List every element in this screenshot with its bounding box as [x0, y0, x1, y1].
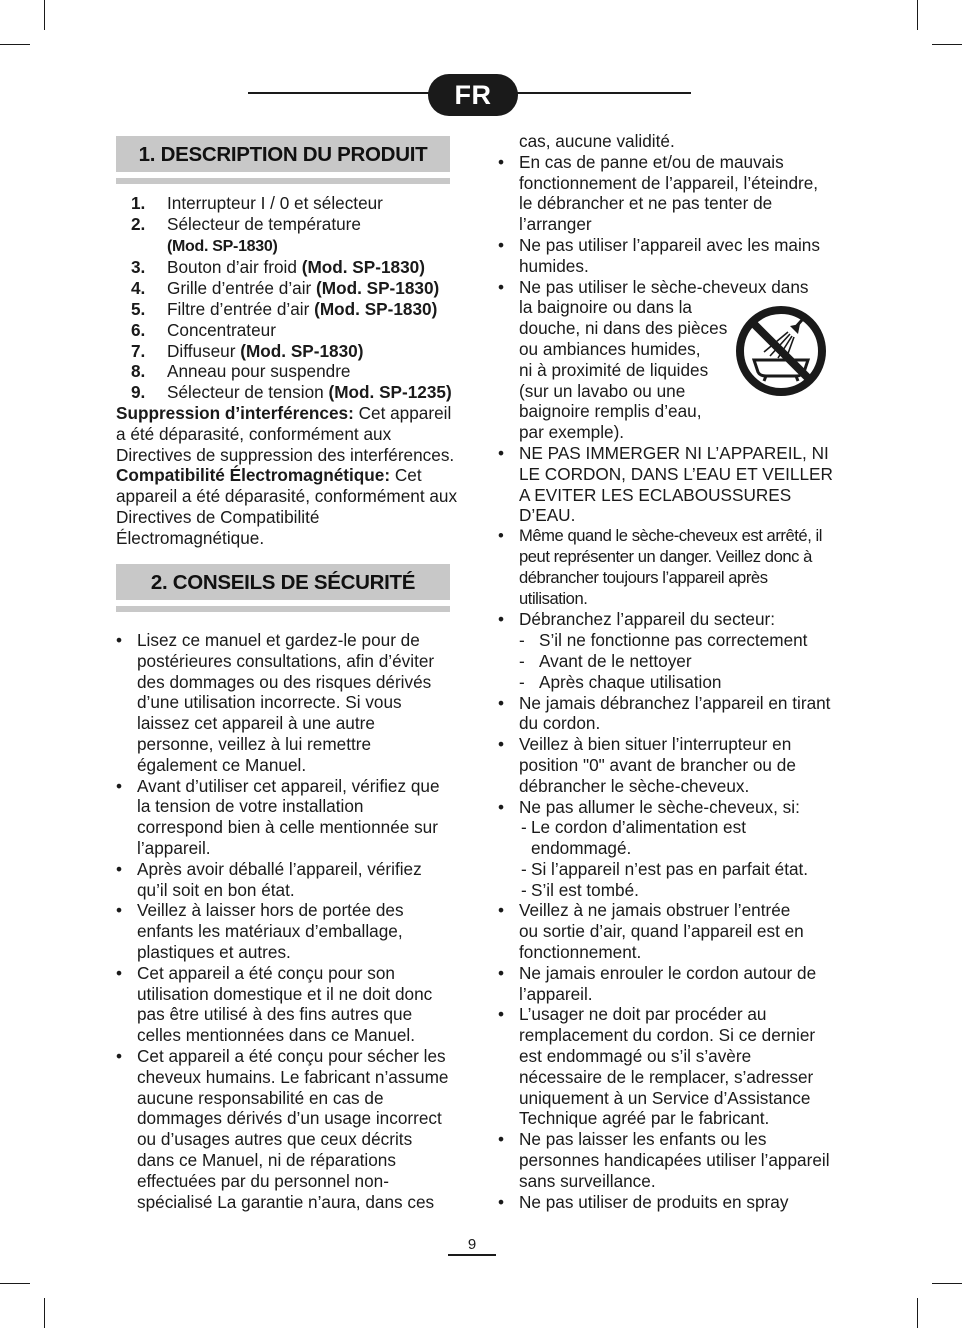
list-item: 1. Interrupteur I / 0 et sélecteur: [131, 193, 383, 213]
list-item: • Avant d’utiliser cet appareil, vérifiez que la tension de votre installation correspond bien à celle mentionnée sur l’appareil.: [116, 776, 454, 859]
list-item: • Après avoir déballé l’appareil, vérifiez qu’il soit en bon état.: [116, 859, 454, 901]
sub-item: - Si l’appareil n’est pas en parfait état.: [519, 859, 831, 880]
language-badge: FR: [428, 74, 518, 116]
list-item: • Débranchez l’appareil du secteur: - S’il ne fonctionne pas correctement - Avant de le nettoyer - Après chaque utilisation: [498, 609, 834, 692]
crop-mark: [0, 44, 30, 45]
list-item: 3. Bouton d’air froid (Mod. SP-1830): [131, 257, 425, 278]
parts-list: [116, 193, 464, 403]
list-item: 6. Concentrateur: [131, 319, 276, 340]
sub-item: - Le cordon d’alimentation est endommagé.: [519, 817, 759, 859]
sub-item: - Avant de le nettoyer: [519, 651, 834, 672]
list-item: 7. Diffuseur (Mod. SP-1830): [131, 340, 364, 361]
list-item: • Ne pas allumer le sèche-cheveux, si: - Le cordon d’alimentation est endommagé. - Si l’appareil n’est pas en parfait état. - S’il est tombé.: [498, 797, 834, 901]
list-item: • Veillez à ne jamais obstruer l’entrée ou sortie d’air, quand l’appareil est en fonctionnement.: [498, 900, 809, 962]
continued-text: cas, aucune validité.: [519, 131, 675, 151]
safety-left-column: [116, 630, 454, 1212]
list-item: 9. Sélecteur de tension (Mod. SP-1235): [131, 382, 452, 403]
no-bath-shower-icon: [734, 304, 828, 398]
list-item: • Ne pas laisser les enfants ou les personnes handicapées utiliser l’appareil sans surveillance.: [498, 1129, 834, 1191]
list-item: • Cet appareil a été conçu pour sécher les cheveux humains. Le fabricant n’assume aucune responsabilité en cas de dommages dérivés d’un usage incorrect ou d’usages autres que ceux décrits dans ce Manuel, ni de réparations effectuées par du personnel non-spécialisé La garantie n’aura, dans ces: [116, 1046, 454, 1212]
list-item: • Veillez à laisser hors de portée des enfants les matériaux d’emballage, plastiques et autres.: [116, 900, 454, 962]
list-item: • NE PAS IMMERGER NI L’APPAREIL, NI LE CORDON, DANS L’EAU ET VEILLER A EVITER LES ECLABOUSSURES D’EAU.: [498, 443, 834, 526]
crop-mark: [932, 44, 962, 45]
section-1-body: [116, 193, 464, 549]
list-item: 4. Grille d’entrée d’air (Mod. SP-1830): [131, 278, 440, 299]
list-item: • Lisez ce manuel et gardez-le pour de postérieures consultations, afin d’éviter des dommages ou des risques dérivés d’une utilisation incorrecte. Si vous laissez cet appareil à une autre personne, veillez à lui remettre également ce Manuel.: [116, 630, 454, 776]
list-item: • Ne pas utiliser le sèche-cheveux dans la baignoire ou dans la douche, ni dans des pièces ou ambiances humides, ni à proximité de liquides (sur un lavabo ou une baignoire remplis d’eau, par exemple).: [498, 277, 834, 443]
section-2-title: 2. CONSEILS DE SÉCURITÉ: [116, 564, 450, 600]
list-item: • Même quand le sèche-cheveux est arrêté, il peut représenter un danger. Veillez donc à débrancher toujours l’appareil après utilisation.: [498, 526, 834, 609]
list-item: • Ne jamais débranchez l’appareil en tirant du cordon.: [498, 693, 834, 735]
header-rule-left: [248, 92, 433, 94]
crop-mark: [917, 0, 918, 30]
safety-right-column: [498, 131, 834, 1212]
crop-mark: [44, 0, 45, 30]
crop-mark: [932, 1283, 962, 1284]
sub-item: - S’il est tombé.: [519, 880, 759, 901]
page-number-rule: [448, 1254, 496, 1256]
list-item: • L’usager ne doit par procéder au remplacement du cordon. Si ce dernier est endommagé ou s’il s’avère nécessaire de le remplacer, s’adresser uniquement à un Service d’Assistance Technique agréé par le fabricant.: [498, 1004, 819, 1129]
crop-mark: [44, 1298, 45, 1328]
list-item: • Cet appareil a été conçu pour son utilisation domestique et il ne doit donc pas être utilisé à des fins autres que celles mentionnées dans ce Manuel.: [116, 963, 454, 1046]
section-2-rule: [116, 606, 450, 612]
list-item: • En cas de panne et/ou de mauvais fonctionnement de l’appareil, l’éteindre, le débrancher et ne pas tenter de l’arranger: [498, 152, 834, 235]
crop-mark: [0, 1283, 30, 1284]
list-item: 2. Sélecteur de température (Mod. SP-1830): [131, 213, 361, 255]
list-item: • Ne pas utiliser l’appareil avec les mains humides.: [498, 235, 834, 277]
list-item: 8. Anneau pour suspendre: [131, 361, 351, 382]
section-1-rule: [116, 178, 450, 184]
header-rule-right: [512, 92, 691, 94]
section-1-title: 1. DESCRIPTION DU PRODUIT: [116, 136, 450, 172]
sub-item: - S’il ne fonctionne pas correctement: [519, 630, 834, 651]
list-item: • Veillez à bien situer l’interrupteur en position "0" avant de brancher ou de débrancher le sèche-cheveux.: [498, 734, 834, 796]
page-number: 9: [467, 1236, 477, 1253]
list-item: 5. Filtre d’entrée d’air (Mod. SP-1830): [131, 298, 438, 319]
sub-item: - Après chaque utilisation: [519, 672, 834, 693]
emc-note: Compatibilité Électromagnétique: Cet appareil a été déparasité, conformément aux Directives de Compatibilité Électromagnétique.: [116, 465, 458, 548]
list-item: • Ne pas utiliser de produits en spray: [498, 1192, 834, 1213]
interference-note: Suppression d’interférences: Cet appareil a été déparasité, conformément aux Directives de suppression des interférences.: [116, 402, 455, 465]
crop-mark: [917, 1298, 918, 1328]
list-item: • Ne jamais enrouler le cordon autour de l’appareil.: [498, 963, 834, 1005]
